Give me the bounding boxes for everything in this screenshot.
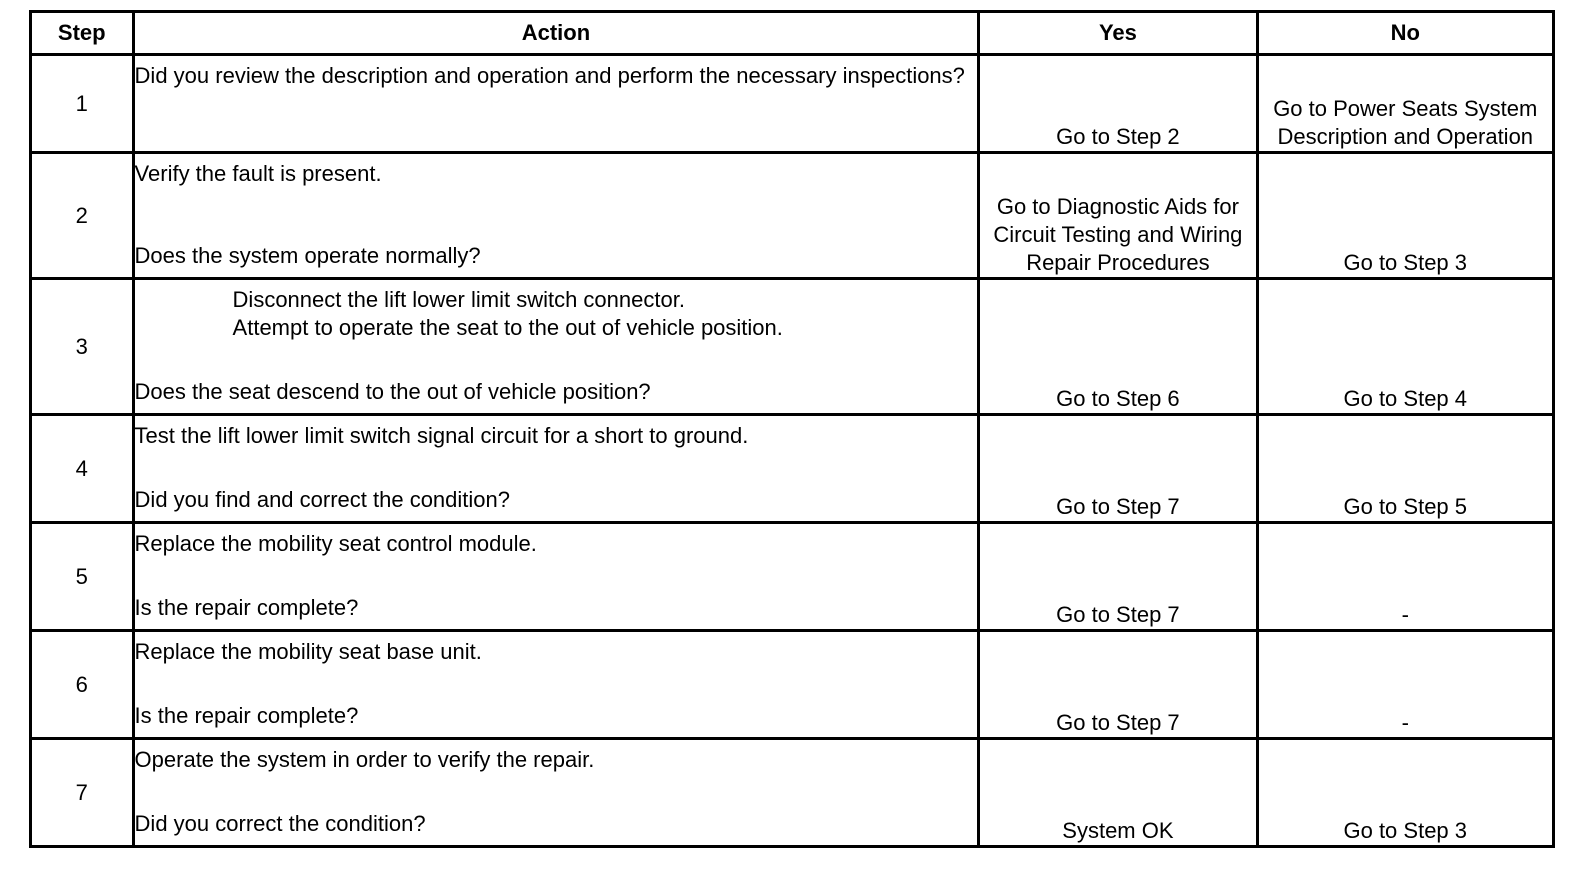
action-question: Does the seat descend to the out of vehicle position? (134, 379, 651, 404)
action-text: Disconnect the lift lower limit switch connector. (232, 287, 685, 312)
action-question: Does the system operate normally? (134, 243, 481, 268)
action-text: Verify the fault is present. (134, 161, 382, 186)
no-result: Go to Step 5 (1257, 415, 1554, 523)
action-question: Is the repair complete? (134, 595, 359, 620)
table-row (31, 739, 1554, 847)
header-row (31, 12, 1554, 55)
table-row (31, 523, 1554, 631)
action-text: Test the lift lower limit switch signal circuit for a short to ground. (134, 423, 749, 448)
yes-result: Go to Step 7 (979, 415, 1257, 523)
step-number: 4 (31, 415, 134, 523)
no-result: Go to Step 4 (1257, 279, 1554, 415)
action-cell (133, 631, 979, 739)
table-row (31, 631, 1554, 739)
action-question: Did you find and correct the condition? (134, 487, 510, 512)
action-question: Is the repair complete? (134, 703, 359, 728)
header-no: No (1257, 12, 1554, 55)
step-number: 2 (31, 153, 134, 279)
no-result: Go to Step 3 (1257, 153, 1554, 279)
step-number: 6 (31, 631, 134, 739)
table-row (31, 153, 1554, 279)
yes-result: Go to Step 6 (979, 279, 1257, 415)
action-cell (133, 523, 979, 631)
step-number: 3 (31, 279, 134, 415)
action-cell (133, 153, 979, 279)
action-cell (133, 415, 979, 523)
no-result: Go to Step 3 (1257, 739, 1554, 847)
no-result: - (1257, 631, 1554, 739)
no-result: Go to Power Seats System Description and Operation (1257, 55, 1554, 153)
step-number: 5 (31, 523, 134, 631)
action-cell (133, 55, 979, 153)
action-text: Replace the mobility seat base unit. (134, 639, 482, 664)
action-text: Did you review the description and operation and perform the necessary inspections? (134, 63, 965, 88)
action-text: Replace the mobility seat control module. (134, 531, 537, 556)
header-action: Action (133, 12, 979, 55)
table-row (31, 55, 1554, 153)
yes-result: Go to Diagnostic Aids for Circuit Testing and Wiring Repair Procedures (979, 153, 1257, 279)
action-text: Operate the system in order to verify the repair. (134, 747, 595, 772)
yes-result: System OK (979, 739, 1257, 847)
action-text: Attempt to operate the seat to the out of vehicle position. (232, 315, 783, 340)
action-cell (133, 739, 979, 847)
table-row (31, 279, 1554, 415)
action-cell (133, 279, 979, 415)
table-row (31, 415, 1554, 523)
yes-result: Go to Step 7 (979, 631, 1257, 739)
no-result: - (1257, 523, 1554, 631)
step-number: 7 (31, 739, 134, 847)
diagnostic-table (29, 10, 1555, 848)
action-question: Did you correct the condition? (134, 811, 426, 836)
yes-result: Go to Step 7 (979, 523, 1257, 631)
yes-result: Go to Step 2 (979, 55, 1257, 153)
step-number: 1 (31, 55, 134, 153)
header-step: Step (31, 12, 134, 55)
header-yes: Yes (979, 12, 1257, 55)
